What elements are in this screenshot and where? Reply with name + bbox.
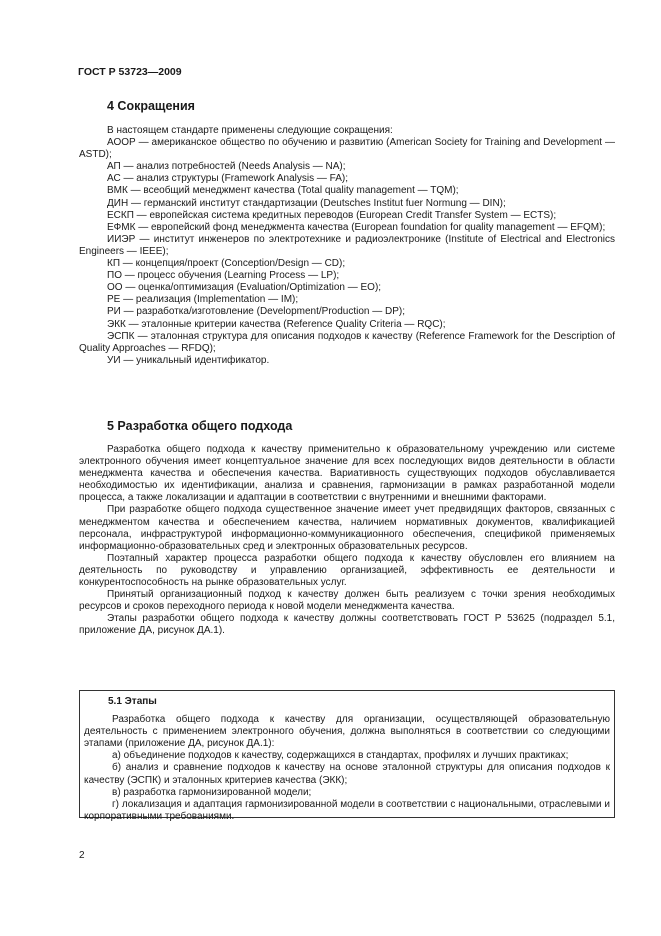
document-header: ГОСТ Р 53723—2009: [78, 66, 182, 78]
stages-box: [79, 690, 615, 822]
list-item: КП — концепция/проект (Conception/Design — CD);: [107, 258, 346, 270]
abbreviations-list: [79, 125, 615, 367]
list-item: ПО — процесс обучения (Learning Process — LP);: [107, 270, 340, 282]
section-5-heading: 5 Разработка общего подхода: [107, 419, 293, 433]
paragraph: Поэтапный характер процесса разработки общего подхода к качеству обусловлен его влиянием на деятельность по руководству и управлению организацией, эффективность ее деятельности и конкурентоспособность на рынке образовательных услуг.: [79, 552, 615, 589]
list-item: УИ — уникальный идентификатор.: [107, 354, 270, 366]
section-5-body: [79, 444, 615, 638]
list-item: г) локализация и адаптация гармонизированной модели в соответствии с национальными, отраслевыми и корпоративными требованиями.: [84, 798, 610, 822]
list-item: б) анализ и сравнение подходов к качеству на основе эталонной структуры для описания подходов к качеству (ЭСПК) и эталонных критериев качества (ЭКК);: [84, 762, 610, 786]
list-item: а) объединение подходов к качеству, содержащихся в стандартах, профилях и лучших практиках;: [112, 750, 569, 762]
list-item: ЕСКП — европейская система кредитных переводов (European Credit Transfer System — ECTS);: [107, 209, 557, 221]
paragraph: Разработка общего подхода к качеству применительно к образовательному учреждению или системе электронного обучения имеет концептуальное значение для всех последующих видов деятельности в области менеджмента качества и обеспечения качества. Вариативность существующих подходов обуславливается необходимостью их идентификации, анализа и сравнения, гармонизации в рамках разработанной модели процесса, а также локализации и адаптации в соответствии с внутренними и внешними факторами.: [79, 444, 615, 504]
list-item: АС — анализ структуры (Framework Analysis — FA);: [107, 173, 348, 185]
section-4-heading: 4 Сокращения: [107, 99, 195, 113]
list-item: ВМК — всеобщий менеджмент качества (Total quality management — TQM);: [107, 185, 459, 197]
list-item: ЭСПК — эталонная структура для описания подходов к качеству (Reference Framework for the Description of Quality Approaches — RFDQ);: [79, 330, 615, 354]
list-item: АП — анализ потребностей (Needs Analysis — NA);: [107, 161, 346, 173]
stages-intro: Разработка общего подхода к качеству для организации, осуществляющей образовательную деятельность с применением электронного обучения, должна выполняться в соответствии со следующими этапами (приложение ДА, рисунок ДА.1):: [84, 714, 610, 750]
abbreviations-intro: В настоящем стандарте применены следующие сокращения:: [107, 125, 393, 136]
list-item: ИИЭР — институт инженеров по электротехнике и радиоэлектронике (Institute of Electrical and Electronics Engineers — IEEE);: [79, 233, 615, 257]
stages-box-heading: 5.1 Этапы: [108, 696, 157, 707]
list-item: ОО — оценка/оптимизация (Evaluation/Optimization — EO);: [107, 282, 382, 294]
list-item: ЭКК — эталонные критерии качества (Reference Quality Criteria — RQC);: [107, 318, 446, 330]
list-item: в) разработка гармонизированной модели;: [112, 786, 312, 798]
list-item: АООР — американское общество по обучению и развитию (American Society for Training and Development — ASTD);: [79, 137, 615, 161]
list-item: РИ — разработка/изготовление (Development/Production — DP);: [107, 306, 406, 318]
paragraph: Принятый организационный подход к качеству должен быть реализуем с точки зрения необходимых ресурсов и сроков переходного периода к новой модели менеджмента качества.: [79, 589, 615, 613]
paragraph: При разработке общего подхода существенное значение имеет учет предвидящих факторов, связанных с менеджментом качества и обеспечением качества, наличием нормативных документов, квалификацией персонала, инфраструктурой информационно-коммуникационного обеспечения, спецификой применяемых информационно-образовательных сред и электронных образовательных ресурсов.: [79, 504, 615, 552]
list-item: РЕ — реализация (Implementation — IM);: [107, 294, 299, 306]
list-item: ДИН — германский институт стандартизации (Deutsches Institut fuer Normung — DIN);: [107, 197, 506, 209]
list-item: ЕФМК — европейский фонд менеджмента качества (European foundation for quality management — EFQM);: [107, 221, 606, 233]
page-number: 2: [79, 850, 85, 861]
paragraph: Этапы разработки общего подхода к качеству должны соответствовать ГОСТ Р 53625 (подраздел 5.1, приложение ДА, рисунок ДА.1).: [79, 613, 615, 637]
